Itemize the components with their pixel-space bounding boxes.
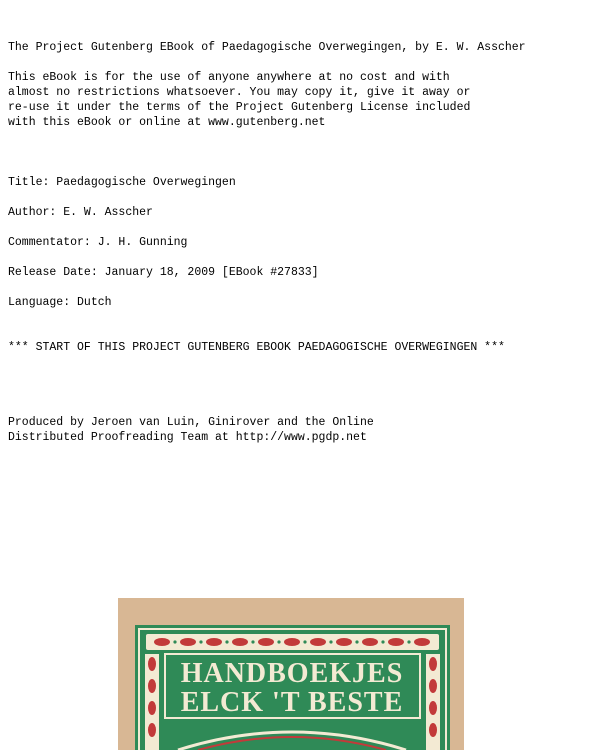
license-line: with this eBook or online at www.gutenberg.net xyxy=(8,116,326,129)
credits-line: Distributed Proofreading Team at http://www.pgdp.net xyxy=(8,431,367,444)
cover-image xyxy=(118,598,464,750)
meta-title: Title: Paedagogische Overwegingen xyxy=(8,176,236,189)
meta-language: Language: Dutch xyxy=(8,296,112,309)
cover-illustration xyxy=(118,598,464,750)
license-line: almost no restrictions whatsoever. You may copy it, give it away or xyxy=(8,86,471,99)
license-line: re-use it under the terms of the Project Gutenberg License included xyxy=(8,101,471,114)
start-marker: *** START OF THIS PROJECT GUTENBERG EBOOK PAEDAGOGISCHE OVERWEGINGEN *** xyxy=(8,341,505,354)
meta-release-date: Release Date: January 18, 2009 [EBook #27833] xyxy=(8,266,319,279)
meta-commentator: Commentator: J. H. Gunning xyxy=(8,236,188,249)
credits-line: Produced by Jeroen van Luin, Ginirover and the Online xyxy=(8,416,374,429)
license-line: This eBook is for the use of anyone anywhere at no cost and with xyxy=(8,71,450,84)
document-body xyxy=(8,40,583,445)
cover-title-line-2: ELCK 'T BESTE xyxy=(180,687,404,718)
cover-title-line-1: HANDBOEKJES xyxy=(180,658,404,689)
ebook-title-line: The Project Gutenberg EBook of Paedagogische Overwegingen, by E. W. Asscher xyxy=(8,41,526,54)
meta-author: Author: E. W. Asscher xyxy=(8,206,153,219)
